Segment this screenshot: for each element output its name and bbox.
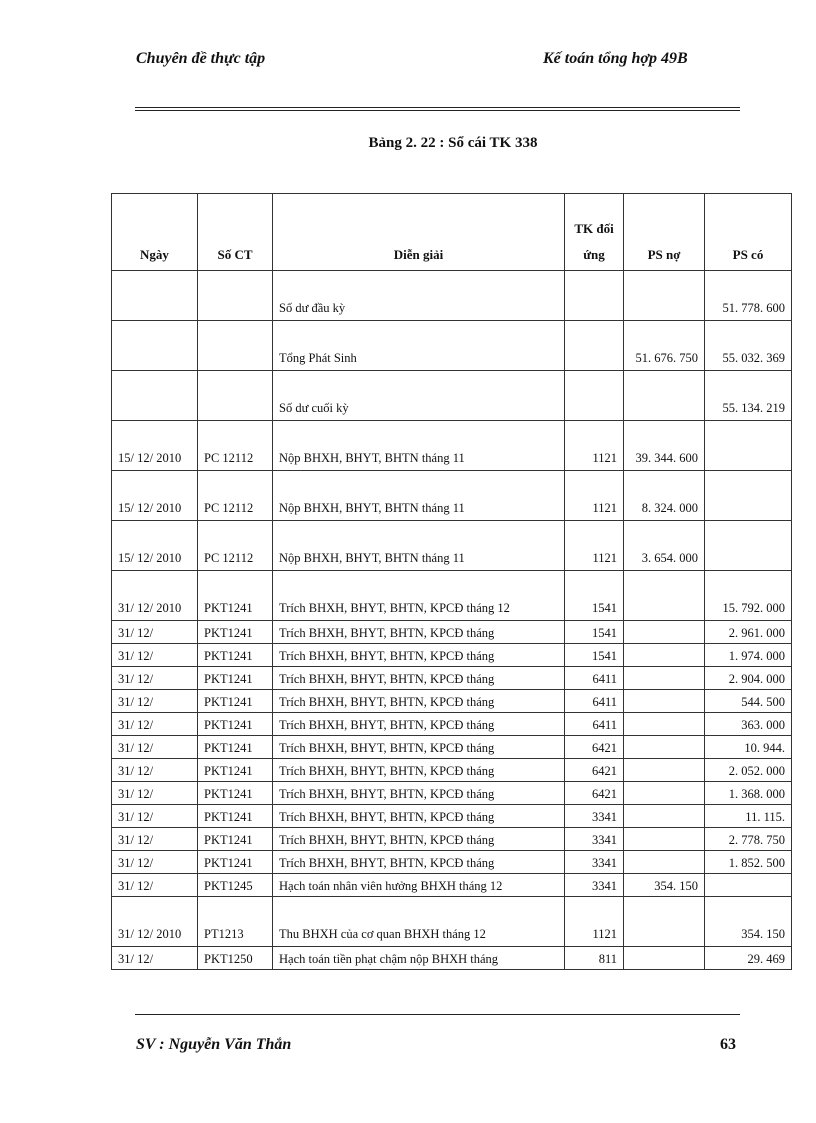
cell-ps-no [624, 667, 705, 690]
cell-ps-no [624, 759, 705, 782]
cell-ps-co [705, 471, 792, 521]
cell-ps-no [624, 271, 705, 321]
cell-ps-co [705, 874, 792, 897]
cell-ps-no [624, 782, 705, 805]
cell-tk-doi-ung: 3341 [565, 805, 624, 828]
cell-ps-co: 15. 792. 000 [705, 571, 792, 621]
cell-ps-no [624, 736, 705, 759]
table-row [112, 805, 792, 828]
ledger-body [112, 271, 792, 970]
cell-tk-doi-ung: 1121 [565, 897, 624, 947]
cell-so-ct [198, 321, 273, 371]
cell-so-ct [198, 271, 273, 321]
table-row [112, 621, 792, 644]
cell-ngay: 31/ 12/ 2010 [112, 897, 198, 947]
table-row [112, 667, 792, 690]
table-row [112, 851, 792, 874]
cell-so-ct: PKT1241 [198, 667, 273, 690]
cell-so-ct: PC 12112 [198, 521, 273, 571]
cell-dien-giai: Hạch toán tiền phạt chậm nộp BHXH tháng [273, 947, 565, 970]
cell-so-ct: PC 12112 [198, 471, 273, 521]
cell-ngay: 31/ 12/ [112, 805, 198, 828]
cell-tk-doi-ung: 1121 [565, 471, 624, 521]
table-row [112, 874, 792, 897]
header-right: Kế toán tổng hợp 49B [543, 50, 688, 67]
table-row [112, 897, 792, 947]
table-row [112, 828, 792, 851]
cell-tk-doi-ung: 6411 [565, 667, 624, 690]
cell-ps-co: 544. 500 [705, 690, 792, 713]
cell-dien-giai: Trích BHXH, BHYT, BHTN, KPCĐ tháng [273, 736, 565, 759]
cell-dien-giai: Trích BHXH, BHYT, BHTN, KPCĐ tháng [273, 851, 565, 874]
header-rule-top [135, 107, 740, 108]
cell-so-ct: PKT1241 [198, 851, 273, 874]
cell-ngay: 15/ 12/ 2010 [112, 471, 198, 521]
ledger-table [111, 193, 792, 970]
cell-tk-doi-ung: 1541 [565, 621, 624, 644]
cell-tk-doi-ung [565, 271, 624, 321]
cell-tk-doi-ung: 6411 [565, 690, 624, 713]
cell-tk-doi-ung: 6411 [565, 713, 624, 736]
table-row [112, 371, 792, 421]
table-row [112, 421, 792, 471]
cell-so-ct: PKT1245 [198, 874, 273, 897]
cell-dien-giai: Thu BHXH của cơ quan BHXH tháng 12 [273, 897, 565, 947]
cell-ngay: 31/ 12/ [112, 828, 198, 851]
table-row [112, 471, 792, 521]
cell-ps-co: 1. 974. 000 [705, 644, 792, 667]
cell-ngay: 31/ 12/ [112, 644, 198, 667]
cell-ngay: 15/ 12/ 2010 [112, 421, 198, 471]
cell-dien-giai: Trích BHXH, BHYT, BHTN, KPCĐ tháng [273, 713, 565, 736]
cell-so-ct: PKT1250 [198, 947, 273, 970]
cell-ps-no [624, 851, 705, 874]
cell-ngay [112, 271, 198, 321]
cell-dien-giai: Số dư đầu kỳ [273, 271, 565, 321]
cell-dien-giai: Hạch toán nhân viên hưởng BHXH tháng 12 [273, 874, 565, 897]
cell-ps-co: 1. 368. 000 [705, 782, 792, 805]
cell-ngay: 31/ 12/ 2010 [112, 571, 198, 621]
header-rule-bottom [135, 110, 740, 111]
col-header-so-ct: Số CT [198, 194, 273, 271]
cell-ps-co: 55. 032. 369 [705, 321, 792, 371]
cell-ps-co: 29. 469 [705, 947, 792, 970]
table-row [112, 690, 792, 713]
cell-dien-giai: Trích BHXH, BHYT, BHTN, KPCĐ tháng [273, 782, 565, 805]
cell-ngay: 31/ 12/ [112, 782, 198, 805]
cell-ngay: 31/ 12/ [112, 874, 198, 897]
cell-ps-co: 2. 904. 000 [705, 667, 792, 690]
cell-ngay: 31/ 12/ [112, 667, 198, 690]
cell-ps-no [624, 947, 705, 970]
cell-ps-co: 354. 150 [705, 897, 792, 947]
cell-ps-no [624, 644, 705, 667]
cell-ps-no [624, 621, 705, 644]
cell-dien-giai: Trích BHXH, BHYT, BHTN, KPCĐ tháng [273, 828, 565, 851]
cell-dien-giai: Trích BHXH, BHYT, BHTN, KPCĐ tháng [273, 644, 565, 667]
cell-so-ct: PKT1241 [198, 805, 273, 828]
cell-so-ct: PT1213 [198, 897, 273, 947]
cell-ngay: 31/ 12/ [112, 690, 198, 713]
table-row [112, 947, 792, 970]
cell-dien-giai: Nộp BHXH, BHYT, BHTN tháng 11 [273, 471, 565, 521]
cell-ngay [112, 321, 198, 371]
cell-ps-co [705, 521, 792, 571]
table-row [112, 713, 792, 736]
cell-ngay: 15/ 12/ 2010 [112, 521, 198, 571]
cell-so-ct: PKT1241 [198, 690, 273, 713]
cell-ps-co: 51. 778. 600 [705, 271, 792, 321]
cell-ps-co: 2. 961. 000 [705, 621, 792, 644]
cell-tk-doi-ung: 1121 [565, 421, 624, 471]
col-header-dien-giai: Diễn giải [273, 194, 565, 271]
page-number: 63 [720, 1036, 736, 1053]
cell-tk-doi-ung: 6421 [565, 782, 624, 805]
footer-author: SV : Nguyễn Văn Thắn [136, 1036, 292, 1053]
cell-ps-no [624, 897, 705, 947]
cell-dien-giai: Trích BHXH, BHYT, BHTN, KPCĐ tháng [273, 621, 565, 644]
cell-ps-no [624, 805, 705, 828]
page-title: Bảng 2. 22 : Sổ cái TK 338 [368, 135, 538, 151]
col-header-ps-no: PS nợ [624, 194, 705, 271]
cell-so-ct: PKT1241 [198, 782, 273, 805]
table-row [112, 736, 792, 759]
cell-so-ct: PKT1241 [198, 571, 273, 621]
cell-tk-doi-ung [565, 321, 624, 371]
cell-dien-giai: Nộp BHXH, BHYT, BHTN tháng 11 [273, 421, 565, 471]
cell-dien-giai: Trích BHXH, BHYT, BHTN, KPCĐ tháng [273, 690, 565, 713]
cell-so-ct [198, 371, 273, 421]
cell-tk-doi-ung: 3341 [565, 828, 624, 851]
cell-tk-doi-ung: 3341 [565, 851, 624, 874]
cell-ps-co: 363. 000 [705, 713, 792, 736]
table-row [112, 759, 792, 782]
table-row [112, 644, 792, 667]
cell-tk-doi-ung: 1121 [565, 521, 624, 571]
cell-so-ct: PKT1241 [198, 828, 273, 851]
cell-tk-doi-ung: 1541 [565, 571, 624, 621]
table-row [112, 521, 792, 571]
cell-dien-giai: Tổng Phát Sinh [273, 321, 565, 371]
cell-dien-giai: Trích BHXH, BHYT, BHTN, KPCĐ tháng [273, 667, 565, 690]
cell-tk-doi-ung: 1541 [565, 644, 624, 667]
cell-ngay: 31/ 12/ [112, 851, 198, 874]
cell-ps-co: 10. 944. [705, 736, 792, 759]
cell-ps-no [624, 713, 705, 736]
cell-dien-giai: Nộp BHXH, BHYT, BHTN tháng 11 [273, 521, 565, 571]
cell-ps-no [624, 690, 705, 713]
header-left: Chuyên đề thực tập [136, 50, 266, 67]
cell-ps-no: 39. 344. 600 [624, 421, 705, 471]
cell-ngay: 31/ 12/ [112, 947, 198, 970]
cell-ps-co: 1. 852. 500 [705, 851, 792, 874]
cell-ngay: 31/ 12/ [112, 621, 198, 644]
cell-dien-giai: Trích BHXH, BHYT, BHTN, KPCĐ tháng 12 [273, 571, 565, 621]
cell-so-ct: PKT1241 [198, 713, 273, 736]
cell-so-ct: PKT1241 [198, 736, 273, 759]
cell-ps-co: 11. 115. [705, 805, 792, 828]
cell-ps-co: 55. 134. 219 [705, 371, 792, 421]
cell-ngay: 31/ 12/ [112, 736, 198, 759]
cell-ps-no [624, 828, 705, 851]
cell-ngay: 31/ 12/ [112, 759, 198, 782]
cell-ps-co: 2. 052. 000 [705, 759, 792, 782]
cell-ps-co: 2. 778. 750 [705, 828, 792, 851]
cell-ngay: 31/ 12/ [112, 713, 198, 736]
cell-so-ct: PKT1241 [198, 759, 273, 782]
table-row [112, 321, 792, 371]
footer-rule [135, 1014, 740, 1015]
cell-ps-no: 3. 654. 000 [624, 521, 705, 571]
cell-so-ct: PKT1241 [198, 621, 273, 644]
table-row [112, 271, 792, 321]
cell-tk-doi-ung: 6421 [565, 759, 624, 782]
col-header-tk-doi-ung: TK đối ứng [565, 194, 624, 271]
cell-so-ct: PC 12112 [198, 421, 273, 471]
cell-tk-doi-ung: 6421 [565, 736, 624, 759]
col-header-ngay: Ngày [112, 194, 198, 271]
cell-tk-doi-ung: 3341 [565, 874, 624, 897]
col-header-ps-co: PS có [705, 194, 792, 271]
cell-ps-no [624, 371, 705, 421]
cell-ps-no: 354. 150 [624, 874, 705, 897]
cell-ps-no: 51. 676. 750 [624, 321, 705, 371]
cell-so-ct: PKT1241 [198, 644, 273, 667]
cell-tk-doi-ung: 811 [565, 947, 624, 970]
cell-tk-doi-ung [565, 371, 624, 421]
table-row [112, 782, 792, 805]
cell-dien-giai: Trích BHXH, BHYT, BHTN, KPCĐ tháng [273, 759, 565, 782]
cell-ps-co [705, 421, 792, 471]
cell-dien-giai: Số dư cuối kỳ [273, 371, 565, 421]
cell-ngay [112, 371, 198, 421]
cell-ps-no: 8. 324. 000 [624, 471, 705, 521]
cell-ps-no [624, 571, 705, 621]
table-row [112, 571, 792, 621]
cell-dien-giai: Trích BHXH, BHYT, BHTN, KPCĐ tháng [273, 805, 565, 828]
